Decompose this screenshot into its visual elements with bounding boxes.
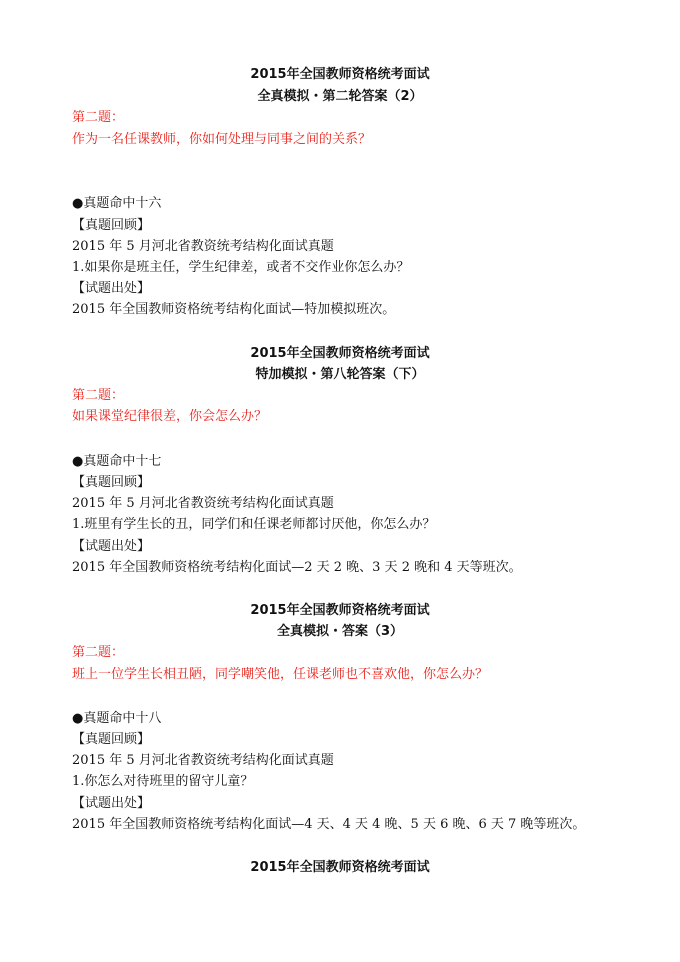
section-3-header-title: 2015年全国教师资格统考面试 bbox=[250, 603, 430, 618]
section-3-origin-label: 【试题出处】 bbox=[72, 796, 151, 811]
section-1-origin-label: 【试题出处】 bbox=[72, 281, 151, 296]
section-2-hit-title: ●真题命中十七 bbox=[72, 454, 162, 469]
section-2-recall-source: 2015 年 5 月河北省教资统考结构化面试真题 bbox=[72, 496, 334, 511]
section-3-hit-title: ●真题命中十八 bbox=[72, 711, 162, 726]
section-2-question-text: 如果课堂纪律很差，你会怎么办？ bbox=[72, 409, 268, 424]
section-1-question-label: 第二题： bbox=[72, 110, 125, 125]
section-1-recall-label: 【真题回顾】 bbox=[72, 218, 151, 233]
section-3-question-label: 第二题： bbox=[72, 645, 125, 660]
section-1-recall-question: 1.如果你是班主任，学生纪律差，或者不交作业你怎么办？ bbox=[72, 260, 410, 275]
section-2-recall-question: 1.班里有学生长的丑，同学们和任课老师都讨厌他，你怎么办？ bbox=[72, 517, 436, 532]
section-1-hit-title: ●真题命中十六 bbox=[72, 196, 162, 211]
section-1-recall-source: 2015 年 5 月河北省教资统考结构化面试真题 bbox=[72, 239, 334, 254]
footer-header-title: 2015年全国教师资格统考面试 bbox=[250, 860, 430, 875]
section-3-recall-question: 1.你怎么对待班里的留守儿童？ bbox=[72, 774, 254, 789]
section-3-origin-text: 2015 年全国教师资格统考结构化面试—4 天、4 天 4 晚、5 天 6 晚、6 天 7 晚等班次。 bbox=[72, 817, 586, 832]
section-3-question-text: 班上一位学生长相丑陋，同学嘲笑他，任课老师也不喜欢他，你怎么办？ bbox=[72, 667, 489, 682]
section-3-recall-label: 【真题回顾】 bbox=[72, 732, 151, 747]
section-3-header-subtitle: 全真模拟・答案（3） bbox=[276, 624, 404, 639]
section-2-recall-label: 【真题回顾】 bbox=[72, 475, 151, 490]
section-2-origin-text: 2015 年全国教师资格统考结构化面试—2 天 2 晚、3 天 2 晚和 4 天等班次。 bbox=[72, 560, 522, 575]
section-2-header-subtitle: 特加模拟・第八轮答案（下） bbox=[255, 367, 425, 382]
section-1-header-subtitle: 全真模拟・第二轮答案（2） bbox=[257, 89, 423, 104]
section-1-header-title: 2015年全国教师资格统考面试 bbox=[250, 67, 430, 82]
section-2-origin-label: 【试题出处】 bbox=[72, 539, 151, 554]
section-1-origin-text: 2015 年全国教师资格统考结构化面试—特加模拟班次。 bbox=[72, 302, 396, 317]
section-3-recall-source: 2015 年 5 月河北省教资统考结构化面试真题 bbox=[72, 753, 334, 768]
section-2-header-title: 2015年全国教师资格统考面试 bbox=[250, 346, 430, 361]
section-1-question-text: 作为一名任课教师，你如何处理与同事之间的关系？ bbox=[72, 132, 372, 147]
section-2-question-label: 第二题： bbox=[72, 388, 125, 403]
